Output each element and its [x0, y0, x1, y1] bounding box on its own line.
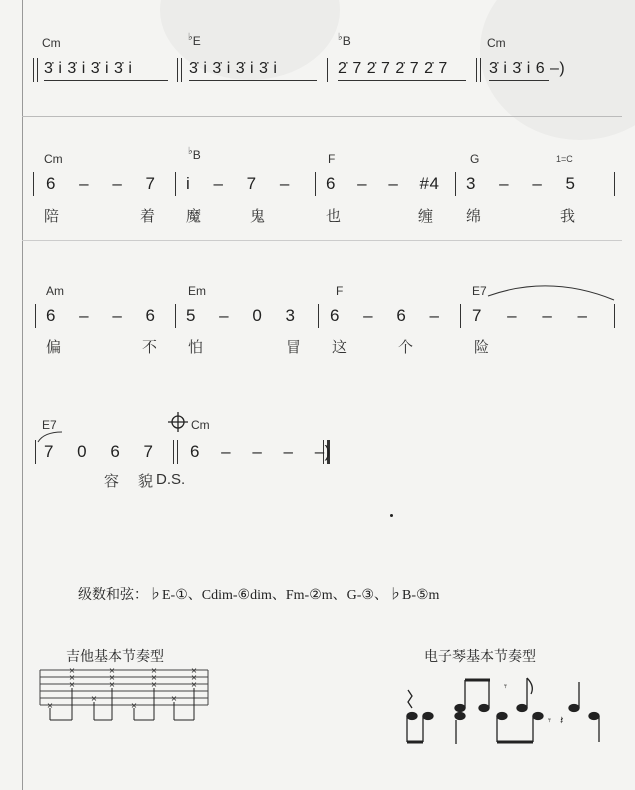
chord-label: G — [470, 152, 480, 166]
chord-label: Cm — [191, 418, 210, 432]
lyric-char: 缠 — [418, 208, 434, 225]
measure-notes: 3̇ i 3̇ i 3̇ i 3̇ i — [189, 60, 278, 77]
page-edge-line — [22, 0, 23, 790]
barline — [315, 172, 316, 196]
key-change-label: 1=C — [556, 154, 573, 164]
ds-marking: D.S. — [156, 471, 186, 488]
lyric-char: 我 — [560, 208, 576, 225]
svg-text:×: × — [130, 701, 138, 710]
lyric-char: 怕 — [188, 339, 204, 356]
guitar-tab-staff — [36, 664, 216, 724]
measure-notes: i – 7 – — [186, 174, 290, 193]
svg-text:×: × — [108, 680, 116, 689]
svg-text:×: × — [190, 673, 198, 682]
beam-line — [189, 80, 317, 81]
chord-label: Em — [188, 284, 206, 298]
svg-text:×: × — [68, 673, 76, 682]
barline — [177, 440, 178, 464]
barline — [327, 58, 328, 82]
chord-label: ♭B — [188, 146, 201, 162]
barline — [455, 172, 456, 196]
svg-text:×: × — [190, 680, 198, 689]
barline — [35, 304, 36, 328]
svg-text:×: × — [108, 673, 116, 682]
dot-mark — [390, 514, 393, 517]
lyric-char: 绵 — [466, 208, 482, 225]
measure-notes: 3̇ i 3̇ i 6 –) — [489, 60, 566, 77]
divider — [22, 116, 622, 117]
chord-degree-legend: 级数和弦：♭E-①、Cdim-⑥dim、Fm-②m、G-③、♭B-⑤m — [78, 588, 440, 603]
barline — [35, 440, 36, 464]
svg-text:×: × — [170, 694, 178, 703]
lyric-char: 容 — [104, 473, 120, 490]
barline — [318, 304, 319, 328]
barline — [480, 58, 481, 82]
beam-line — [44, 80, 168, 81]
svg-text:×: × — [68, 666, 76, 675]
measure-notes: 6 – – #4 — [326, 174, 440, 193]
chord-label: Cm — [487, 36, 506, 50]
coda-sign-icon — [166, 410, 190, 434]
svg-text:×: × — [150, 673, 158, 682]
measure-notes: 6 – 6 – — [330, 306, 440, 325]
beam-line — [338, 80, 466, 81]
chord-label: E7 — [472, 284, 487, 298]
chord-label: Am — [46, 284, 64, 298]
barline — [177, 58, 178, 82]
lyric-char: 貌 — [138, 473, 154, 490]
svg-text:×: × — [46, 701, 54, 710]
lyric-char: 鬼 — [250, 208, 266, 225]
measure-notes: 3 – – 5 — [466, 174, 576, 193]
barline — [476, 58, 477, 82]
chord-label: ♭B — [338, 32, 351, 48]
keyboard-pattern-title: 电子琴基本节奏型 — [424, 650, 536, 665]
chord-label: F — [336, 284, 344, 298]
barline — [37, 58, 38, 82]
barline — [175, 304, 176, 328]
measure-notes: 7 0 6 7 — [44, 442, 154, 461]
lyric-char: 着 — [140, 208, 156, 225]
measure-notes: 6 – – – –) — [190, 442, 331, 461]
svg-text:×: × — [150, 680, 158, 689]
svg-text:𝄾: 𝄾 — [504, 680, 507, 693]
svg-text:×: × — [90, 694, 98, 703]
barline — [173, 440, 174, 464]
lyric-char: 魔 — [186, 208, 202, 225]
measure-notes: 2̇ 7 2̇ 7 2̇ 7 2̇ 7 — [338, 60, 448, 77]
barline — [460, 304, 461, 328]
divider — [22, 240, 622, 241]
barline — [614, 304, 615, 328]
chord-label: Cm — [42, 36, 61, 50]
lyric-char: 个 — [398, 339, 414, 356]
guitar-pattern-title: 吉他基本节奏型 — [66, 650, 164, 665]
lyric-char: 也 — [326, 208, 342, 225]
lyric-char: 不 — [142, 339, 158, 356]
chord-label: E7 — [42, 418, 57, 432]
lyric-char: 偏 — [46, 339, 62, 356]
lyric-char: 险 — [474, 339, 490, 356]
barline — [33, 58, 34, 82]
barline — [33, 172, 34, 196]
beam-line — [489, 80, 549, 81]
chord-label: F — [328, 152, 336, 166]
measure-notes: 5 – 0 3 — [186, 306, 296, 325]
measure-notes: 3̇ i 3̇ i 3̇ i 3̇ i — [44, 60, 133, 77]
svg-text:×: × — [190, 666, 198, 675]
lyric-char: 冒 — [286, 339, 302, 356]
barline — [175, 172, 176, 196]
svg-text:×: × — [108, 666, 116, 675]
lyric-char: 陪 — [44, 208, 60, 225]
chord-label: Cm — [44, 152, 63, 166]
lyric-char: 这 — [332, 339, 348, 356]
chord-label: ♭E — [188, 32, 201, 48]
barline — [614, 172, 615, 196]
keyboard-notation — [398, 664, 608, 754]
measure-notes: 7 – – – — [472, 306, 588, 325]
svg-text:×: × — [68, 680, 76, 689]
svg-text:𝄾: 𝄾 — [548, 714, 551, 727]
svg-text:𝄽: 𝄽 — [560, 714, 564, 727]
barline — [181, 58, 182, 82]
measure-notes: 6 – – 7 — [46, 174, 156, 193]
measure-notes: 6 – – 6 — [46, 306, 156, 325]
svg-text:×: × — [150, 666, 158, 675]
